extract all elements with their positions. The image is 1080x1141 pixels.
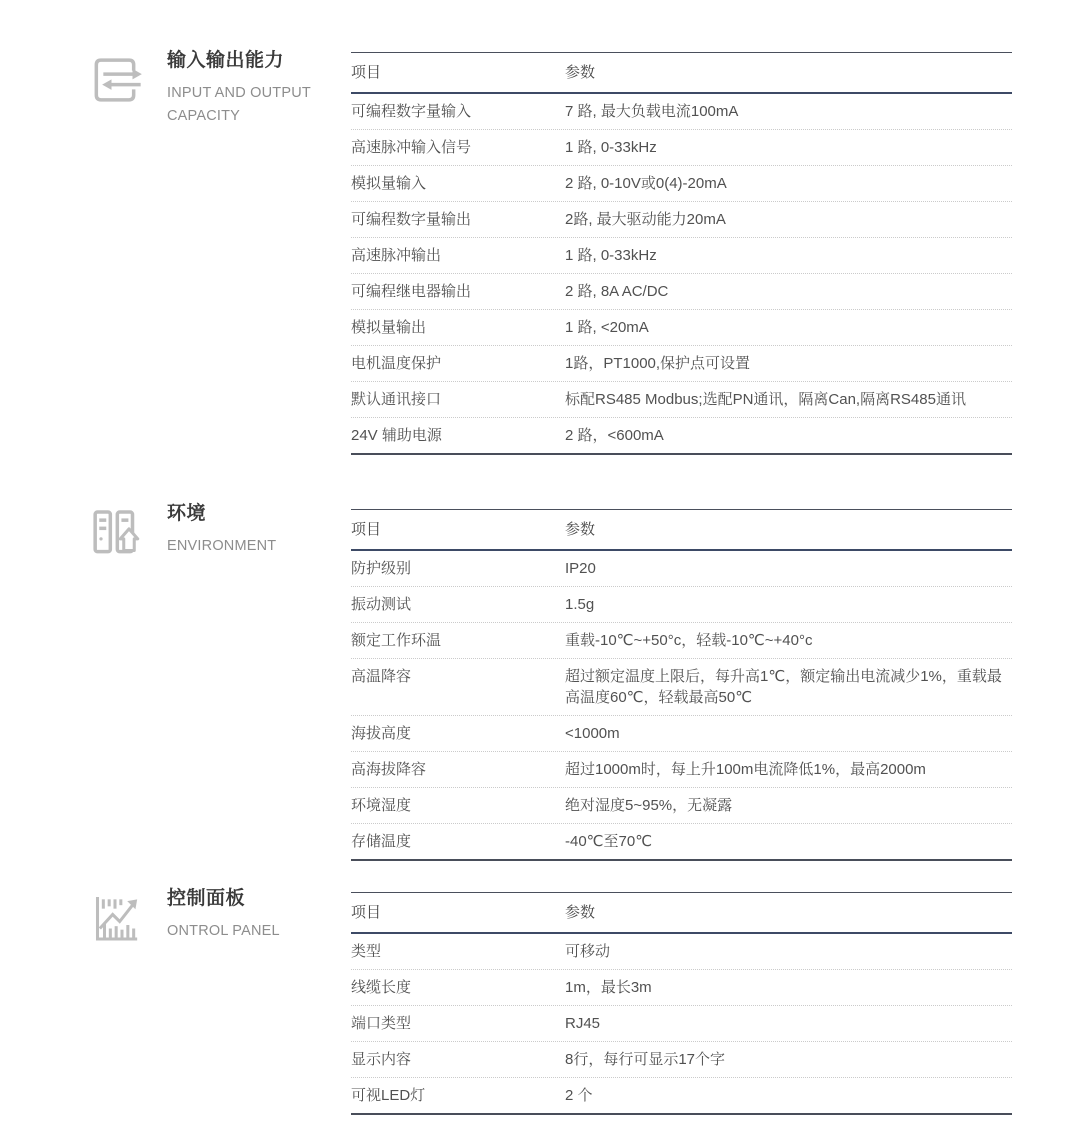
row-param: 超过1000m时，每上升100m电流降低1%，最高2000m	[565, 761, 926, 778]
control-panel-spec-table	[351, 892, 1012, 1115]
row-item: 类型	[351, 943, 382, 960]
transfer-arrows-icon	[85, 52, 145, 108]
row-item: 高温降容	[351, 668, 412, 685]
row-param: 1路，PT1000,保护点可设置	[565, 355, 751, 372]
row-param: 1 路, 0-33kHz	[565, 247, 657, 264]
section-header-io	[85, 50, 335, 128]
row-param: <1000m	[565, 725, 620, 742]
table-row	[351, 202, 1012, 238]
row-param: IP20	[565, 560, 596, 577]
table-row	[351, 238, 1012, 274]
row-item: 存储温度	[351, 833, 412, 850]
row-param: 重载-10℃~+50°c，轻载-10℃~+40°c	[565, 632, 813, 649]
table-row	[351, 1006, 1012, 1042]
table-row	[351, 1078, 1012, 1115]
row-param: 2 路, 0-10V或0(4)-20mA	[565, 175, 727, 192]
trend-chart-icon	[85, 890, 145, 946]
row-item: 显示内容	[351, 1051, 412, 1068]
table-header-item: 项目	[351, 64, 382, 81]
section-subtitle: ENVIRONMENT	[167, 537, 277, 554]
table-header-param: 参数	[565, 904, 596, 921]
row-item: 模拟量输出	[351, 319, 427, 336]
table-row	[351, 587, 1012, 623]
row-param: 1m，最长3m	[565, 979, 652, 996]
row-item: 模拟量输入	[351, 175, 427, 192]
row-item: 环境湿度	[351, 797, 412, 814]
row-item: 可编程数字量输入	[351, 103, 472, 120]
table-row	[351, 1042, 1012, 1078]
table-row	[351, 659, 1012, 716]
section-title: 输入输出能力	[167, 50, 285, 71]
section-titles-environment	[167, 503, 276, 558]
section-title: 控制面板	[167, 888, 246, 909]
table-row	[351, 623, 1012, 659]
table-header-param: 参数	[565, 64, 596, 81]
io-spec-table	[351, 52, 1012, 455]
row-item: 默认通讯接口	[351, 391, 442, 408]
row-item: 高海拔降容	[351, 761, 427, 778]
table-row	[351, 382, 1012, 418]
section-header-environment	[85, 503, 335, 561]
table-row	[351, 716, 1012, 752]
table-row	[351, 94, 1012, 130]
row-item: 电机温度保护	[351, 355, 442, 372]
row-param: 绝对湿度5~95%，无凝露	[565, 797, 733, 814]
table-row	[351, 824, 1012, 861]
table-row	[351, 970, 1012, 1006]
row-param: 2 个	[565, 1087, 593, 1104]
environment-spec-table	[351, 509, 1012, 861]
row-param: 超过额定温度上限后，每升高1℃，额定输出电流减少1%，重载最高温度60℃，轻载最高50℃	[565, 668, 1002, 706]
row-param: 2 路, 8A AC/DC	[565, 283, 669, 300]
row-item: 线缆长度	[351, 979, 412, 996]
section-subtitle: ONTROL PANEL	[167, 922, 280, 939]
row-item: 防护级别	[351, 560, 412, 577]
row-item: 可编程数字量输出	[351, 211, 472, 228]
row-param: 2 路，<600mA	[565, 427, 664, 444]
row-param: -40℃至70℃	[565, 833, 653, 850]
row-param: RJ45	[565, 1015, 601, 1032]
row-param: 8行，每行可显示17个字	[565, 1051, 726, 1068]
table-header-row	[351, 53, 1012, 94]
table-row	[351, 274, 1012, 310]
row-item: 高速脉冲输入信号	[351, 139, 472, 156]
table-header-row	[351, 893, 1012, 934]
row-param: 标配RS485 Modbus;选配PN通讯，隔离Can,隔离RS485通讯	[565, 391, 966, 408]
section-titles-control-panel	[167, 888, 280, 943]
row-item: 海拔高度	[351, 725, 412, 742]
table-row	[351, 418, 1012, 455]
row-param: 7 路, 最大负载电流100mA	[565, 103, 739, 120]
table-header-param: 参数	[565, 521, 596, 538]
row-item: 高速脉冲输出	[351, 247, 442, 264]
row-item: 振动测试	[351, 596, 412, 613]
table-row	[351, 934, 1012, 970]
table-header-row	[351, 510, 1012, 551]
table-header-item: 项目	[351, 904, 382, 921]
buildings-up-arrow-icon	[85, 505, 145, 561]
row-item: 额定工作环温	[351, 632, 442, 649]
row-param: 可移动	[565, 943, 611, 960]
table-row	[351, 310, 1012, 346]
row-item: 可编程继电器输出	[351, 283, 472, 300]
row-param: 1.5g	[565, 596, 595, 613]
row-item: 端口类型	[351, 1015, 412, 1032]
row-param: 1 路, 0-33kHz	[565, 139, 657, 156]
row-item: 可视LED灯	[351, 1087, 426, 1104]
table-row	[351, 551, 1012, 587]
table-row	[351, 346, 1012, 382]
row-param: 2路, 最大驱动能力20mA	[565, 211, 726, 228]
section-titles-io	[167, 50, 315, 128]
table-row	[351, 788, 1012, 824]
section-header-control-panel	[85, 888, 335, 946]
table-row	[351, 166, 1012, 202]
row-param: 1 路, <20mA	[565, 319, 649, 336]
row-item: 24V 辅助电源	[351, 427, 442, 444]
table-row	[351, 752, 1012, 788]
table-header-item: 项目	[351, 521, 382, 538]
section-title: 环境	[167, 503, 207, 524]
table-row	[351, 130, 1012, 166]
section-subtitle: INPUT AND OUTPUT CAPACITY	[167, 84, 311, 124]
